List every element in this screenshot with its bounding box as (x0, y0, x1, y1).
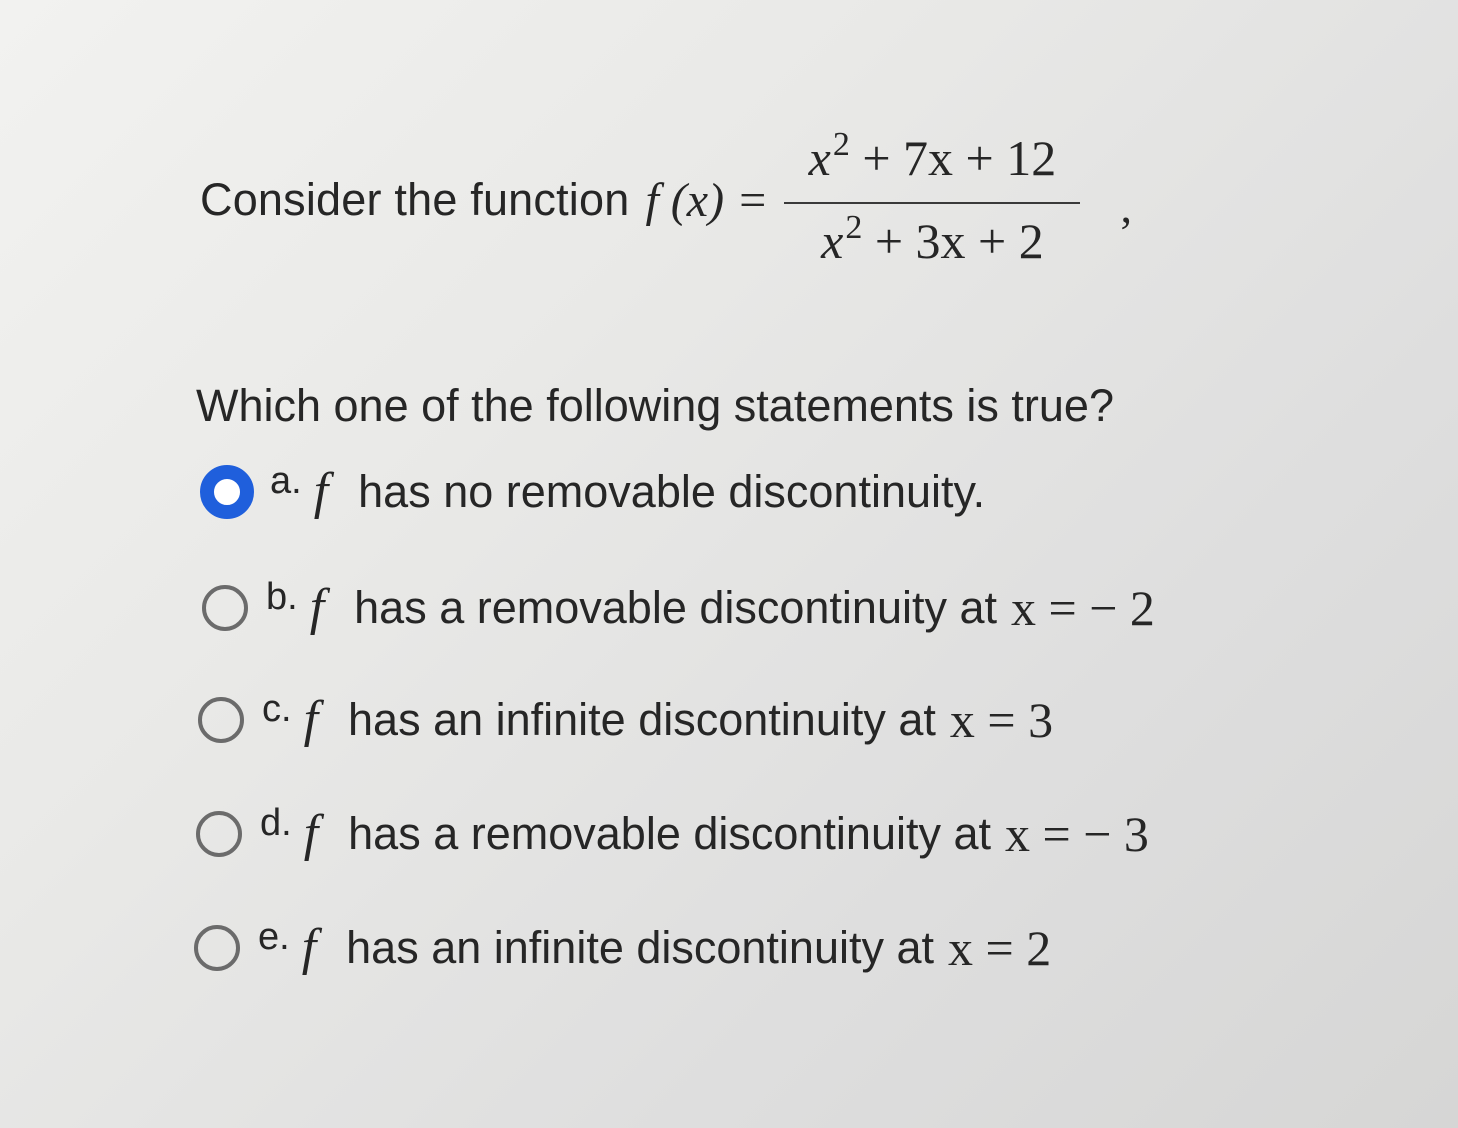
option-function-symbol: f (303, 691, 319, 748)
denominator (815, 210, 1050, 279)
option-text: has an infinite discontinuity at (348, 693, 936, 745)
question-prompt: Which one of the following statements is true? (196, 380, 1114, 431)
radio-unselected-icon[interactable] (198, 697, 244, 743)
option-e[interactable] (194, 918, 1051, 977)
denominator-base: x (821, 213, 844, 269)
radio-unselected-icon[interactable] (196, 811, 242, 857)
option-math: x = 3 (949, 691, 1054, 748)
option-letter: d. (260, 802, 292, 844)
option-math: x = − 3 (1005, 805, 1149, 862)
fraction-bar (784, 202, 1080, 204)
option-letter: c. (262, 688, 292, 730)
intro-text: Consider the function (200, 174, 630, 225)
option-text: has a removable discontinuity at (348, 807, 992, 859)
numerator-rest: + 7x + 12 (862, 130, 1057, 186)
option-text: has a removable discontinuity at (354, 581, 998, 633)
option-function-symbol: f (303, 805, 319, 862)
option-d[interactable] (196, 804, 1149, 863)
option-text: has an infinite discontinuity at (346, 921, 935, 973)
option-function-symbol: f (313, 463, 329, 520)
option-function-symbol: f (309, 579, 325, 636)
option-b[interactable] (202, 578, 1155, 637)
option-text: has no removable discontinuity. (358, 465, 986, 517)
option-letter: a. (270, 460, 302, 502)
numerator-base: x (808, 130, 831, 186)
option-c[interactable] (198, 690, 1053, 749)
option-letter: e. (258, 916, 290, 958)
question-statement (200, 110, 1132, 290)
numerator-exponent: 2 (832, 126, 850, 163)
option-letter: b. (266, 576, 298, 618)
function-fraction (784, 121, 1080, 279)
denominator-exponent: 2 (845, 209, 863, 246)
option-a[interactable] (200, 462, 985, 521)
radio-unselected-icon[interactable] (194, 925, 240, 971)
option-function-symbol: f (301, 919, 317, 976)
option-math: x = 2 (948, 919, 1052, 976)
radio-selected-icon[interactable] (200, 465, 254, 519)
option-math: x = − 2 (1011, 579, 1155, 636)
numerator (803, 127, 1063, 196)
function-lhs: f (x) = (645, 173, 769, 227)
denominator-rest: + 3x + 2 (874, 213, 1044, 269)
radio-unselected-icon[interactable] (202, 585, 248, 631)
trailing-comma: , (1120, 180, 1132, 232)
